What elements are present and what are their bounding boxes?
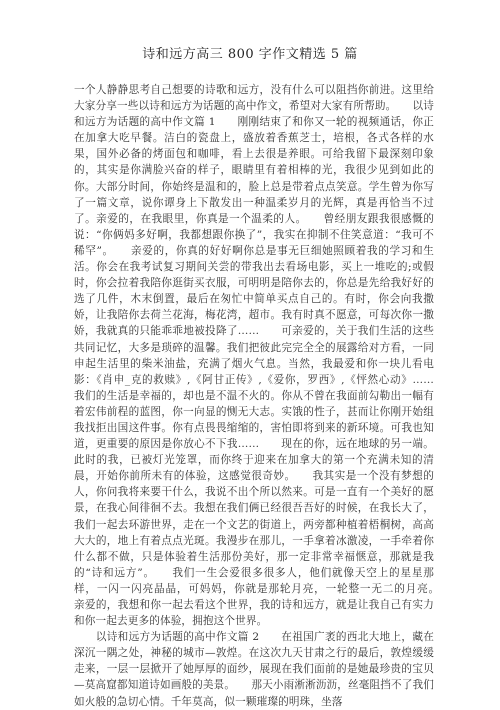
paragraph: 一个人静静思考自己想要的诗歌和远方，没有什么可以阻挡你前进。这里给大家分享一些以诗和远方为话题的高中作文，希望对大家有所帮助。 以诗和远方为话题的高中作文篇 1 刚刚结束了和你又一轮的视频通话，你正在加拿大吃早餐。洁白的瓷盘上，盛放着香蕉芝士，培根，各式各样的水果，国外必备的烤面包和咖啡，看上去很是养眼。可给我留下最深刻印象的，其实是你满脸兴奋的样子，眼睛里有着相棒的光，我很少见到如此的你。大部分时间，你始终是温和的，脸上总是带着点点笑意。学生曾为你写了一篇文章，说你谭身上下散发出一种温柔岁月的光辉，真是再恰当不过了。亲爱的，在我眼里，你真是一个温柔的人。 曾经朋友跟我很感慨的说：“你俩妈多好啊，我都想跟你换了”，我实在抑制不住笑意道：“我可不稀罕”。 亲爱的，你真的好好啊你总是事无巨细她照顾着我的学习和生活。你会在我考试复习期间关尝的带我出去看场电影，买上一堆吃的;或假时，你会拉着我陪你逛街买衣服，可明明是陪你去的，你总是先给我好好的选了几件，木末倒置，最后在匆忙中简单买点自己的。有时，你会向我撒娇，让我陪你去荷兰花海，梅花湾，超市。我有时真不愿意，可每次你一撒娇，我就真的只能乖乖地被投降了…… 可亲爱的，关于我们生活的这些共同记忆，大多是琐碎的温馨。我们把彼此完完全全的展露给对方看，一同申起生活里的柴米油盐，充满了烟火气息。当然，我最爱和你一块儿看电影：《肖申_克的救赎》,《阿甘正传》,《爱你，罗西》,《怦然心动》…… 我们的生活是幸福的，却也是不温不火的。你从不曾在我面前勾勒出一幅有着宏伟前程的蓝图，你一向显的恻无大志。实饿的性子，甚而让你刚开始组我找拒出国这件事。你有点畏畏缩缩的，害怕即将到来的新环境。可我也知道，更重要的原因是你放心不下我…… 现在的你，远在地球的另一端。此时的我，已被灯光笼罩，而你终于迎来在加拿大的第一个充满未知的清晨，开始你前所未有的体验，这感觉很奇妙。 我其实是一个没有梦想的人，你问我将来要干什么，我说不出个所以然来。可是一直有一个美好的愿景，在我心间徘徊不去。我想在我们俩已经很吾吾好的时候，在我长大了，我们一起去环游世界，走在一个文艺的街道上，两旁都种植着梧桐树，高高大大的，地上有着点点光斑。我漫步在那儿，一手拿着冰激凌，一手牵着你什么都不做，只是体验着生活那份美好，那一定非常幸福惬意，那就是我的“诗和远方”。 我们一生会爱很多很多人，他们就像天空上的星星那样，一闪一闪亮晶晶，可妈妈，你就是那轮月亮，一轮整一无二的月亮。 亲爱的，我想和你一起去看这个世界，我的诗和远方，就是让我自己有实力和你一起去更多的体验，拥抱这个世界。: [74, 84, 456, 628]
document-body: [74, 82, 456, 710]
paragraph: 以诗和远方为话题的高中作文篇 2 在祖国广袤的西北大地上，藏在深沉一隅之处，神秘的城市—敦煌。在这次九天甘肃之行的最后，敦煌缓缓走来，一层一层掀开了她厚厚的面纱，展现在我们面前的是她最珍贵的宝贝—莫高窟都知道诗如画般的美景。 那天小雨淅淅沥沥，丝毫阻挡不了我们如火般的急切心情。千年莫高，似一颗璀璨的明珠，坐落: [74, 631, 434, 708]
document-title: 诗和远方高三 800 字作文精选 5 篇: [142, 47, 358, 62]
